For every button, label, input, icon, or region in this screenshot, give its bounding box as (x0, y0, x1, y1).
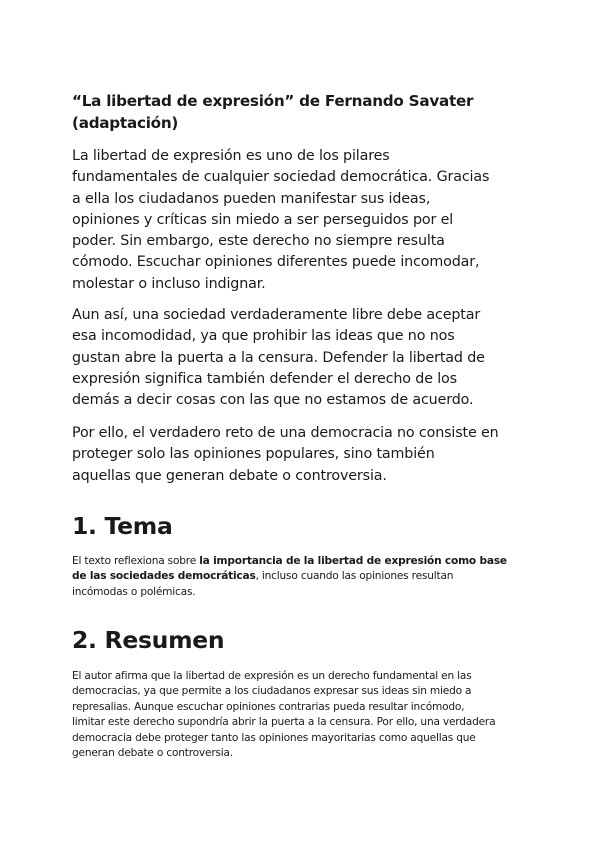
resumen-heading: 2. Resumen (72, 626, 225, 654)
paragraph-line: democracias, ya que permite a los ciudadanos expresar sus ideas sin miedo a (72, 685, 472, 698)
paragraph-line: expresión significa también defender el derecho de los (72, 370, 457, 387)
tema-plain-text: , incluso cuando las opiniones resultan (255, 570, 454, 583)
paragraph-line: gustan abre la puerta a la censura. Defender la libertad de (72, 349, 485, 366)
paragraph-line: cómodo. Escuchar opiniones diferentes puede incomodar, (72, 254, 480, 271)
resumen-paragraph (72, 669, 532, 761)
paragraph-line: a ella los ciudadanos pueden manifestar sus ideas, (72, 190, 431, 207)
title-line: “La libertad de expresión” de Fernando Savater (72, 92, 474, 110)
document-title (72, 91, 512, 134)
paragraph-line (72, 554, 532, 569)
paragraph-line: democracia debe proteger tanto las opiniones mayoritarias como aquellas que (72, 731, 476, 744)
paragraph-line: poder. Sin embargo, este derecho no siempre resulta (72, 233, 445, 250)
paragraph-line: represalias. Aunque escuchar opiniones contrarias pueda resultar incómodo, (72, 700, 465, 713)
body-paragraph (72, 423, 532, 487)
paragraph-line: esa incomodidad, ya que prohibir las ideas que no nos (72, 328, 455, 345)
paragraph-line: incómodas o polémicas. (72, 585, 196, 598)
tema-heading: 1. Tema (72, 512, 173, 540)
tema-plain-text: El texto reflexiona sobre (72, 555, 200, 567)
paragraph-line: aquellas que generan debate o controversia. (72, 467, 387, 484)
paragraph-line: El autor afirma que la libertad de expresión es un derecho fundamental en las (72, 670, 472, 682)
paragraph-line: Aun así, una sociedad verdaderamente libre debe aceptar (72, 307, 481, 323)
tema-bold-text: la importancia de la libertad de expresión como base (199, 555, 507, 567)
paragraph-line: La libertad de expresión es uno de los pilares (72, 148, 390, 164)
body-paragraph (72, 305, 532, 411)
tema-bold-text: de las sociedades democráticas (72, 570, 256, 583)
paragraph-line: limitar este derecho supondría abrir la puerta a la censura. Por ello, una verdadera (72, 716, 496, 729)
paragraph-line: proteger solo las opiniones populares, sino también (72, 446, 435, 463)
paragraph-line (72, 569, 532, 584)
paragraph-line: demás a decir cosas con las que no estamos de acuerdo. (72, 392, 474, 409)
paragraph-line: generan debate o controversia. (72, 747, 233, 760)
paragraph-line: fundamentales de cualquier sociedad democrática. Gracias (72, 169, 490, 186)
paragraph-line: Por ello, el verdadero reto de una democracia no consiste en (72, 425, 499, 441)
tema-paragraph (72, 554, 532, 600)
paragraph-line: molestar o incluso indignar. (72, 275, 266, 292)
title-line: (adaptación) (72, 113, 179, 132)
body-paragraph (72, 146, 532, 295)
paragraph-line: opiniones y críticas sin miedo a ser perseguidos por el (72, 211, 454, 228)
